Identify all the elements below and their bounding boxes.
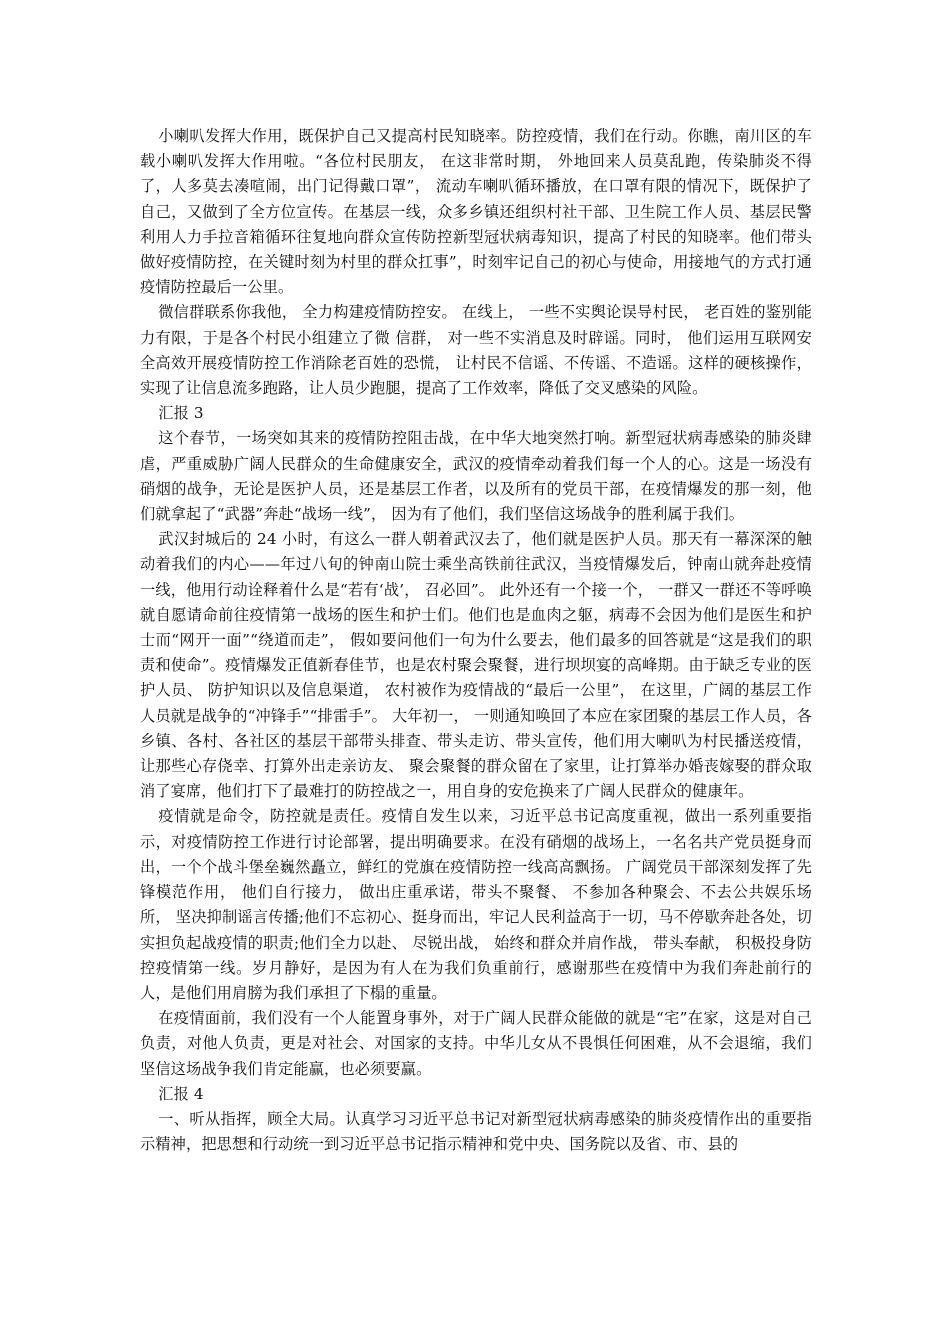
paragraph: 一、听从指挥，顾全大局。认真学习习近平总书记对新型冠状病毒感染的肺炎疫情作出的重要指示精神，把思想和行动统一到习近平总书记指示精神和党中央、国务院以及省、市、县的	[140, 1109, 812, 1154]
paragraph: 武汉封城后的 24 小时，有这么一群人朝着武汉去了，他们就是医护人员。那天有一幕深深的触动着我们的内心——年过八旬的钟南山院士乘坐高铁前往武汉，当疫情爆发后，钟南山就奔赴疫情一线，他用行动诠释着什么是“若有‘战’， 召必回”。 此外还有一个接一个， 一群又一群还不等呼唤就自愿请命前往疫情第一战场的医生和护士们。他们也是血肉之躯，病毒不会因为他们是医生和护士而“网开一面”“绕道而走”， 假如要问他们一句为什么要去，他们最多的回答就是“这是我们的职责和使命”。疫情爆发正值新春佳节，也是农村聚会聚餐，进行坝坝宴的高峰期。由于缺乏专业的医护人员、 防护知识以及信息渠道， 农村被作为疫情战的“最后一公里”， 在这里，广阔的基层工作人员就是战争的“冲锋手”“排雷手”。 大年初一， 一则通知唤回了本应在家团聚的基层工作人员，各乡镇、各村、各社区的基层干部带头排查、带头走访、带头宣传，他们用大喇叭为村民播送疫情，让那些心存侥幸、打算外出走亲访友、 聚会聚餐的群众留在了家里，让打算举办婚丧嫁娶的群众取消了宴席，他们打下了最难打的防控战之一，用自身的安危换来了广阔人民群众的健康年。	[140, 530, 812, 801]
paragraph: 这个春节，一场突如其来的疫情防控阻击战，在中华大地突然打响。新型冠状病毒感染的肺炎肆虐，严重威胁广阔人民群众的生命健康安全，武汉的疫情牵动着我们每一个人的心。这是一场没有硝烟的战争，无论是医护人员，还是基层工作者，以及所有的党员干部，在疫情爆发的那一刻，他们就拿起了“武器”奔赴“战场一线”， 因为有了他们，我们坚信这场战争的胜利属于我们。	[140, 429, 812, 524]
section-heading: 汇报 3	[158, 404, 204, 423]
paragraph: 在疫情面前，我们没有一个人能置身事外，对于广阔人民群众能做的就是“宅”在家，这是对自己负责，对他人负责，更是对社会、对国家的支持。中华儿女从不畏惧任何困难，从不会退缩，我们坚信这场战争我们肯定能赢，也必须要赢。	[140, 1009, 812, 1078]
section-heading: 汇报 4	[158, 1084, 204, 1103]
paragraph: 疫情就是命令，防控就是责任。疫情自发生以来，习近平总书记高度重视，做出一系列重要指示，对疫情防控工作进行讨论部署，提出明确要求。在没有硝烟的战场上，一名名共产党员挺身而出，一个个战斗堡垒巍然矗立，鲜红的党旗在疫情防控一线高高飘扬。 广阔党员干部深刻发挥了先锋模范作用， 他们自行接力， 做出庄重承诺，带头不聚餐、 不参加各种聚会、不去公共娱乐场所， 坚决抑制谣言传播;他们不忘初心、挺身而出，牢记人民利益高于一切，马不停歇奔赴各处，切实担负起战疫情的职责;他们全力以赴、 尽锐出战， 始终和群众并肩作战， 带头奉献， 积极投身防控疫情第一线。岁月静好，是因为有人在为我们负重前行，感谢那些在疫情中为我们奔赴前行的人，是他们用肩膀为我们承担了下榻的重量。	[140, 807, 812, 1002]
document-body	[140, 124, 812, 1157]
paragraph: 微信群联系你我他， 全力构建疫情防控安。 在线上， 一些不实舆论误导村民， 老百姓的鉴别能力有限，于是各个村民小组建立了微 信群， 对一些不实消息及时辟谣。同时， 他们运用互联网安全高效开展疫情防控工作消除老百姓的恐慌， 让村民不信谣、不传谣、不造谣。这样的硬核操作，实现了让信息流多跑路，让人员少跑腿，提高了工作效率，降低了交叉感染的风险。	[140, 303, 812, 398]
paragraph: 小喇叭发挥大作用，既保护自己又提高村民知晓率。防控疫情，我们在行动。你瞧，南川区的车载小喇叭发挥大作用啦。“各位村民朋友， 在这非常时期， 外地回来人员莫乱跑，传染肺炎不得了，人多莫去凑喧闹，出门记得戴口罩”， 流动车喇叭循环播放，在口罩有限的情况下，既保护了自己，又做到了全方位宣传。在基层一线，众多乡镇还组织村社干部、卫生院工作人员、基层民警利用人力手拉音箱循环往复地向群众宣传防控新型冠状病毒知识，提高了村民的知晓率。他们带头做好疫情防控，在关键时刻为村里的群众扛事”，时刻牢记自己的初心与使命，用接地气的方式打通疫情防控最后一公里。	[140, 127, 812, 297]
